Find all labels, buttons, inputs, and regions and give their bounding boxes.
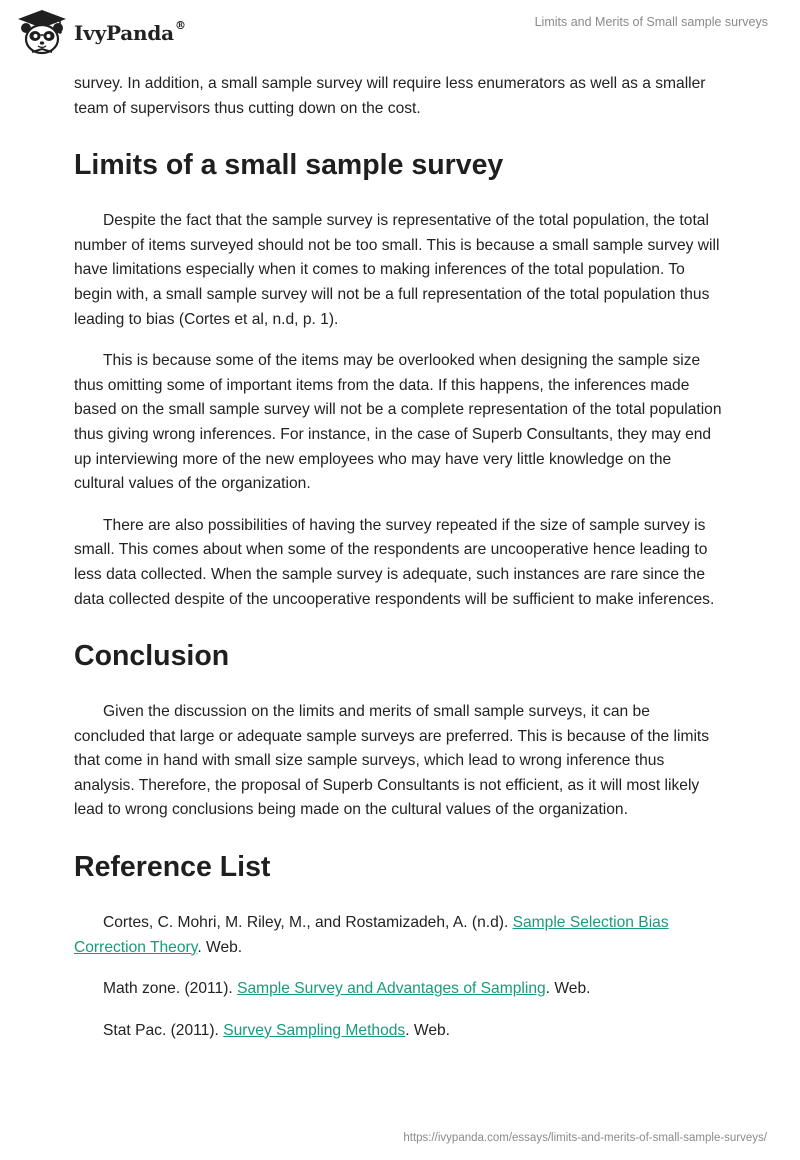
registered-mark: ®	[174, 19, 186, 32]
section-heading-references: Reference List	[74, 851, 271, 884]
source-url: https://ivypanda.com/essays/limits-and-merits-of-small-sample-surveys/	[403, 1132, 767, 1144]
reference-item: Cortes, C. Mohri, M. Riley, M., and Rostamizadeh, A. (n.d). Sample Selection Bias Correction Theory. Web.	[74, 914, 669, 956]
ivypanda-logo[interactable]	[16, 8, 186, 56]
reference-link[interactable]: Survey Sampling Methods	[223, 1021, 406, 1039]
reference-item: Stat Pac. (2011). Survey Sampling Methods. Web.	[103, 1021, 451, 1039]
paragraph: There are also possibilities of having the survey repeated if the size of sample survey is small. This comes about when some of the respondents are uncooperative hence leading to less data collected. When the sample survey is adequate, such instances are rare since the data collected despite of the uncooperative respondents will be sufficient to make inferences.	[74, 516, 715, 608]
reference-link[interactable]: Sample Survey and Advantages of Sampling	[237, 980, 546, 998]
section-heading-conclusion: Conclusion	[74, 640, 230, 673]
intro-paragraph: survey. In addition, a small sample survey will require less enumerators as well as a smaller team of supervisors thus cutting down on the cost.	[74, 75, 706, 117]
section-heading-limits: Limits of a small sample survey	[74, 149, 504, 182]
document-title: Limits and Merits of Small sample surveys	[534, 15, 768, 29]
paragraph: This is because some of the items may be overlooked when designing the sample size thus omitting some of important items from the data. If this happens, the inferences made based on the small sample survey will not be a complete representation of the total population thus giving wrong inferences. For instance, in the case of Superb Consultants, they may end up interviewing more of the new employees who may have very little knowledge on the cultural values of the organization.	[74, 352, 722, 493]
paragraph: Given the discussion on the limits and merits of small sample surveys, it can be concluded that large or adequate sample surveys are preferred. This is because of the limits that come in hand with small size sample surveys, which lead to wrong inference thus analysis. Therefore, the proposal of Superb Consultants is not efficient, as it will most likely lead to wrong conclusions being made on the cultural values of the organization.	[74, 703, 710, 819]
reference-item: Math zone. (2011). Sample Survey and Advantages of Sampling. Web.	[103, 980, 591, 998]
panda-graduate-icon	[16, 8, 68, 56]
page-header	[0, 0, 800, 64]
reference-link[interactable]: Sample Selection Bias Correction Theory	[74, 914, 669, 956]
brand-name: IvyPanda®	[74, 19, 186, 45]
essay-content	[74, 72, 724, 1060]
paragraph: Despite the fact that the sample survey is representative of the total population, the total number of items surveyed should not be too small. This is because a small sample survey will have limitations especially when it comes to making inferences of the total population. To begin with, a small sample survey will not be a full representation of the total population thus leading to bias (Cortes et al, n.d, p. 1).	[74, 212, 720, 328]
